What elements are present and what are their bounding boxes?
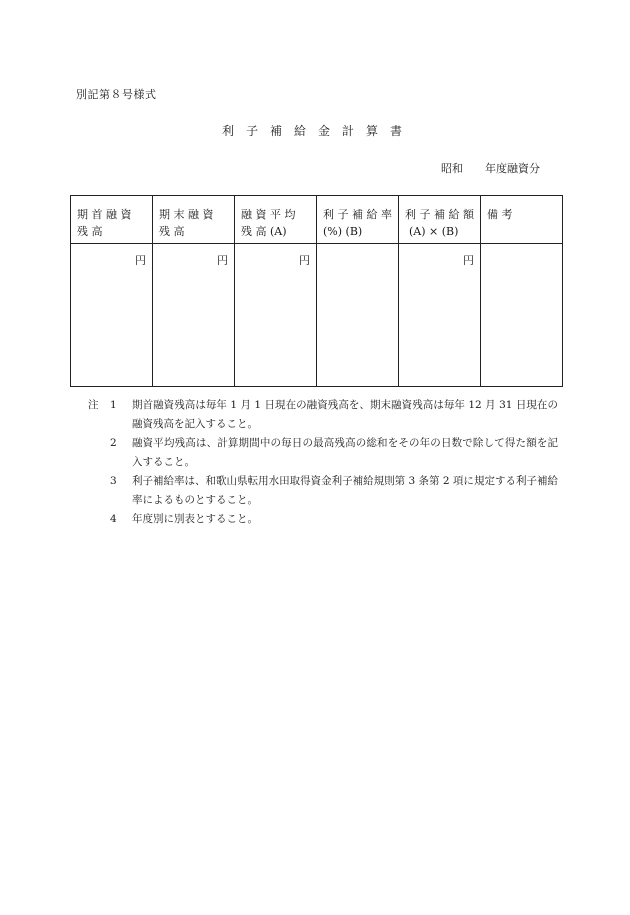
- header-subsidy-amount-line2: (A) × (B): [409, 225, 459, 238]
- header-average-balance-line2: 残 高 (A): [241, 225, 287, 238]
- document-title: 利子補給金計算書: [221, 124, 414, 138]
- note-number-2: 2: [110, 437, 117, 449]
- note-text-1: 期首融資残高は毎年 1 月 1 日現在の融資残高を、期末融資残高は毎年 12 月 31 日現在の融資残高を記入すること。: [132, 399, 558, 430]
- note-text-4: 年度別に別表とすること。: [132, 513, 258, 525]
- header-closing-balance: [153, 196, 235, 244]
- note-item-2: [88, 434, 558, 472]
- header-closing-balance-line1: 期 末 融 資: [159, 208, 214, 221]
- header-remarks-line1: 備 考: [487, 208, 513, 221]
- note-number-4: 4: [110, 513, 117, 525]
- notes-label: 注: [88, 399, 99, 411]
- header-closing-balance-line2: 残 高: [159, 225, 185, 238]
- cell-remarks[interactable]: [481, 244, 563, 387]
- cell-closing-balance[interactable]: 円: [153, 244, 235, 387]
- note-number-3: 3: [110, 475, 117, 487]
- header-subsidy-amount: [399, 196, 481, 244]
- note-item-1: [88, 396, 558, 434]
- note-text-2: 融資平均残高は、計算期間中の毎日の最高残高の総和をその年の日数で除して得た額を記入すること。: [132, 437, 558, 468]
- note-item-3: [88, 472, 558, 510]
- header-subsidy-rate: [317, 196, 399, 244]
- header-opening-balance: [71, 196, 153, 244]
- header-subsidy-rate-line2: (%) (B): [323, 225, 363, 238]
- cell-subsidy-rate[interactable]: [317, 244, 399, 387]
- cell-opening-balance[interactable]: 円: [71, 244, 153, 387]
- header-subsidy-rate-line1: 利 子 補 給 率: [323, 208, 392, 221]
- header-opening-balance-line1: 期 首 融 資: [77, 208, 132, 221]
- table-entry-row: [71, 244, 563, 387]
- note-item-4: [88, 510, 558, 529]
- notes-section: [88, 396, 558, 529]
- table-header-row: [71, 196, 563, 244]
- note-text-3: 利子補給率は、和歌山県転用水田取得資金利子補給規則第 3 条第 2 項に規定する利子補給率によるものとすること。: [132, 475, 558, 506]
- form-number: 別記第８号様式: [76, 88, 157, 101]
- header-remarks: [481, 196, 563, 244]
- header-average-balance: [235, 196, 317, 244]
- note-number-1: 1: [110, 399, 117, 411]
- interest-subsidy-table: [70, 195, 563, 387]
- fiscal-year-line: 昭和 年度融資分: [441, 162, 540, 175]
- cell-subsidy-amount[interactable]: 円: [399, 244, 481, 387]
- cell-average-balance[interactable]: 円: [235, 244, 317, 387]
- header-opening-balance-line2: 残 高: [77, 225, 103, 238]
- header-subsidy-amount-line1: 利 子 補 給 額: [405, 208, 474, 221]
- header-average-balance-line1: 融 資 平 均: [241, 208, 296, 221]
